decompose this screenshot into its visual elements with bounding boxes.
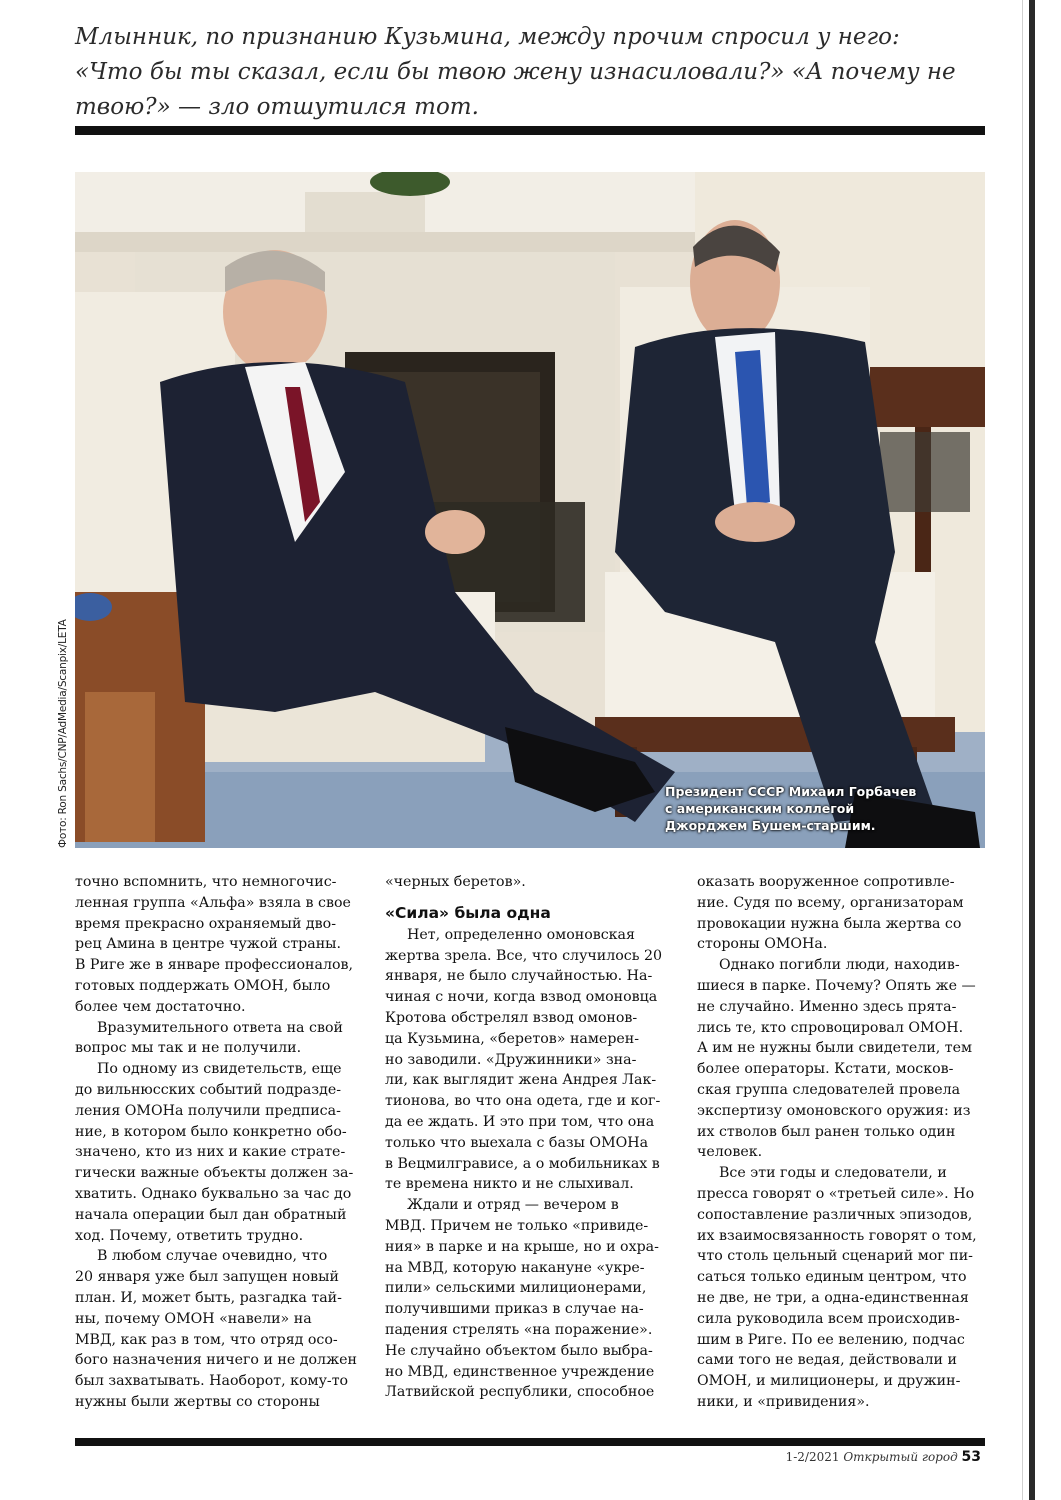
text-line: ления ОМОНа получили предписа- — [75, 1102, 341, 1119]
top-divider — [75, 126, 985, 135]
text-line: 20 января уже был запущен новый — [75, 1269, 339, 1286]
page-footer — [786, 1449, 981, 1465]
pull-quote-line: твою?» — зло отшутился тот. — [75, 94, 479, 120]
text-line: только что выехала с базы ОМОНа — [385, 1134, 649, 1151]
magazine-name: Открытый город — [843, 1450, 958, 1464]
issue-number: 1-2/2021 — [785, 1450, 840, 1464]
text-line: рец Амина в центре чужой страны. — [75, 936, 341, 953]
text-line: значено, кто из них и какие страте- — [75, 1144, 346, 1161]
text-line: вопрос мы так и не получили. — [75, 1040, 302, 1057]
text-line: тионова, во что она одета, где и ког- — [385, 1093, 661, 1110]
text-line: готовых поддержать ОМОН, было — [75, 977, 331, 994]
text-line: начала операции был дан обратный — [75, 1206, 347, 1223]
text-line: января, не было случайностью. На- — [385, 968, 653, 985]
text-line: ние. Судя по всему, организаторам — [697, 894, 964, 911]
text-line: ца Кузьмина, «беретов» намерен- — [385, 1030, 640, 1047]
text-line: пили» сельскими милиционерами, — [385, 1280, 647, 1297]
text-line: их взаимосвязанность говорят о том, — [697, 1227, 977, 1244]
text-line: ли, как выглядит жена Андрея Лак- — [385, 1072, 657, 1089]
text-line: ход. Почему, ответить трудно. — [75, 1227, 304, 1244]
photo-caption-line: Президент СССР Михаил Горбачев — [665, 784, 917, 799]
text-line: Латвийской республики, способное — [385, 1384, 655, 1401]
column-2-lead — [385, 872, 669, 893]
text-line: план. И, может быть, разгадка тай- — [75, 1289, 342, 1306]
article-column-3 — [697, 872, 981, 1413]
text-line: ны, почему ОМОН «навели» на — [75, 1310, 312, 1327]
text-line: лись те, кто спровоцировал ОМОН. — [697, 1019, 964, 1036]
photo-caption-line: Джорджем Бушем-старшим. — [665, 818, 876, 833]
text-line: более операторы. Кстати, москов- — [697, 1061, 954, 1078]
text-line: ская группа следователей провела — [697, 1081, 961, 1098]
photo-caption — [665, 783, 945, 834]
bottom-divider — [75, 1438, 985, 1446]
article-column-2 — [385, 872, 669, 1403]
text-line: По одному из свидетельств, еще — [97, 1061, 342, 1078]
text-line: человек. — [697, 1144, 763, 1161]
text-line: на МВД, которую накануне «укре- — [385, 1259, 645, 1276]
text-line: сопоставление различных эпизодов, — [697, 1206, 973, 1223]
text-line: А им не нужны были свидетели, тем — [697, 1040, 973, 1057]
text-line: Однако погибли люди, находив- — [719, 957, 960, 974]
text-line: В любом случае очевидно, что — [97, 1248, 328, 1265]
text-line: точно вспомнить, что немногочис- — [75, 874, 337, 890]
text-line: «черных беретов». — [385, 874, 526, 890]
text-line: ОМОН, и милиционеры, и дружин- — [697, 1373, 961, 1390]
pull-quote-line: «Что бы ты сказал, если бы твою жену изнасиловали?» «А почему не — [75, 59, 956, 85]
page-number: 53 — [961, 1449, 981, 1465]
text-line: что столь цельный сценарий мог пи- — [697, 1248, 973, 1265]
text-line: падения стрелять «на поражение». — [385, 1321, 653, 1338]
photo-caption-line: с американским коллегой — [665, 801, 855, 816]
text-line: экспертизу омоновского оружия: из — [697, 1102, 971, 1119]
text-line: Ждали и отряд — вечером в — [407, 1197, 619, 1214]
text-line: шиеся в парке. Почему? Опять же — — [697, 977, 976, 994]
text-line: не случайно. Именно здесь прята- — [697, 998, 957, 1015]
text-line: ленная группа «Альфа» взяла в свое — [75, 894, 351, 911]
text-line: те времена никто и не слыхивал. — [385, 1176, 634, 1193]
text-line: получившими приказ в случае на- — [385, 1301, 644, 1318]
text-line: провокации нужна была жертва со — [697, 915, 962, 932]
text-line: сила руководила всем происходив- — [697, 1310, 960, 1327]
article-photo — [75, 172, 985, 848]
text-line: оказать вооруженное сопротивле- — [697, 874, 955, 890]
photo-credit: Фото: Ron Sachs/CNP/AdMedia/Scanpix/LETA — [57, 619, 69, 848]
text-line: Вразумительного ответа на свой — [97, 1019, 343, 1036]
text-line: Кротова обстрелял взвод омонов- — [385, 1009, 638, 1026]
photo-illustration — [75, 172, 985, 848]
text-line: саться только единым центром, что — [697, 1269, 967, 1286]
text-line: был захватывать. Наоборот, кому-то — [75, 1373, 349, 1390]
text-line: гически важные объекты должен за- — [75, 1165, 354, 1182]
text-line: МВД, как раз в том, что отряд осо- — [75, 1331, 338, 1348]
text-line: до вильнюсских событий подразде- — [75, 1081, 342, 1098]
text-line: Все эти годы и следователи, и — [719, 1165, 947, 1182]
text-line: хватить. Однако буквально за час до — [75, 1185, 352, 1202]
text-line: ния» в парке и на крыше, но и охра- — [385, 1238, 659, 1255]
text-line: не две, не три, а одна-единственная — [697, 1289, 969, 1306]
text-line: более чем достаточно. — [75, 998, 246, 1015]
text-line: бого назначения ничего и не должен — [75, 1352, 357, 1369]
text-line: их стволов был ранен только один — [697, 1123, 956, 1140]
pull-quote — [75, 20, 955, 125]
text-line: шим в Риге. По ее велению, подчас — [697, 1331, 965, 1348]
article-column-1 — [75, 872, 359, 1413]
text-line: В Риге же в январе профессионалов, — [75, 957, 354, 974]
text-line: но МВД, единственное учреждение — [385, 1363, 655, 1380]
text-line: но заводили. «Дружинники» зна- — [385, 1051, 637, 1068]
text-line: нужны были жертвы со стороны — [75, 1393, 320, 1410]
text-line: Не случайно объектом было выбра- — [385, 1342, 653, 1359]
column-2-body — [385, 925, 669, 1403]
text-line: Нет, определенно омоновская — [407, 926, 635, 943]
pull-quote-line: Млынник, по признанию Кузьмина, между прочим спросил у него: — [75, 24, 900, 50]
text-line: сами того не ведая, действовали и — [697, 1352, 957, 1369]
text-line: стороны ОМОНа. — [697, 936, 828, 953]
text-line: да ее ждать. И это при том, что она — [385, 1113, 655, 1130]
text-line: МВД. Причем не только «привиде- — [385, 1217, 649, 1234]
text-line: время прекрасно охраняемый дво- — [75, 915, 336, 932]
text-line: ники, и «привидения». — [697, 1393, 870, 1410]
text-line: жертва зрела. Все, что случилось 20 — [385, 947, 663, 964]
text-line: в Вецмилгрависе, а о мобильниках в — [385, 1155, 660, 1172]
section-heading: «Сила» была одна — [385, 903, 551, 922]
page-edge — [1022, 0, 1061, 1500]
text-line: пресса говорят о «третьей силе». Но — [697, 1185, 975, 1202]
text-line: ние, в котором было конкретно обо- — [75, 1123, 347, 1140]
text-line: чиная с ночи, когда взвод омоновца — [385, 989, 658, 1006]
